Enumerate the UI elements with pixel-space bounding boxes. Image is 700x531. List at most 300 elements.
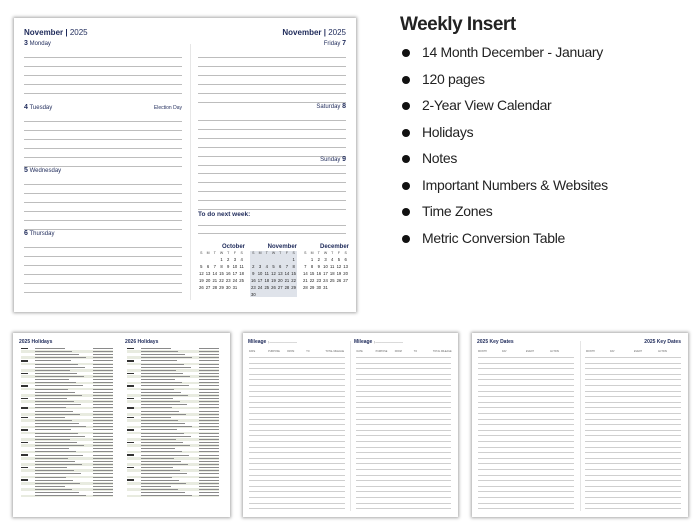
weekday-label: S [344,251,347,255]
calendar-day: 31 [232,285,238,290]
day-name: Wednesday [29,168,62,174]
calendar-day: 29 [291,285,296,290]
column-header: DATE [356,350,363,353]
holiday-note: Election Day [153,105,182,111]
day-number: 7 [342,40,346,47]
ruled-line [249,368,345,369]
day-number: 9 [342,156,346,163]
calendar-day: 7 [213,264,216,269]
calendar-day: 28 [284,285,290,290]
calendar-day: 2 [317,257,320,262]
feature-item: Metric Conversion Table [400,230,690,257]
column-header: TOTAL MILEAGE [325,350,345,353]
ruled-line [585,379,681,380]
calendar-day: 12 [336,264,342,269]
calendar-day: 10 [257,271,263,276]
calendar-day: 21 [303,278,308,283]
calendar-day: 23 [225,278,231,283]
day-number: 6 [24,230,28,237]
column-header: DAY [610,350,615,353]
holidays-right-title: 2026 Holidays [125,339,159,345]
holidays-list-2025 [21,347,113,498]
calendar-day [336,285,343,290]
ruled-line [585,486,681,487]
calendar-day: 9 [227,264,230,269]
keydates-right-title: 2025 Key Dates [644,339,681,345]
calendar-day: 30 [225,285,231,290]
calendar-day: 19 [271,278,276,283]
calendar-day: 22 [219,278,224,283]
ruled-line [249,491,345,492]
calendar-day: 15 [309,271,315,276]
ruled-line [356,396,452,397]
calendar-day: 15 [219,271,224,276]
ruled-line [356,419,452,420]
ruled-line [249,413,345,414]
weekday-label: F [337,251,340,255]
calendar-day: 16 [225,271,231,276]
calendar-day [198,257,205,262]
ruled-line [585,441,681,442]
calendar-day: 21 [212,278,218,283]
ruled-line [249,424,345,425]
weekday-label: W [219,251,224,255]
feature-item: Notes [400,150,690,177]
calendar-day: 26 [271,285,276,290]
ruled-line [585,430,681,431]
mileage-right-title: Mileage | ───────────── [354,339,403,345]
ruled-line [585,447,681,448]
ruled-line [356,441,452,442]
calendar-day: 10 [323,264,328,269]
bullet-icon [402,49,410,57]
ruled-line [585,497,681,498]
ruled-line [249,486,345,487]
calendar-day: 5 [200,264,203,269]
ruled-line [478,374,574,375]
ruled-line [356,374,452,375]
weekday-label: T [279,251,282,255]
ruled-line [478,391,574,392]
ruled-line [249,458,345,459]
calendar-day [284,257,291,262]
calendar-day: 6 [344,257,347,262]
ruled-line [356,385,452,386]
ruled-line [249,508,345,509]
weekday-label: M [310,251,314,255]
ruled-line [356,486,452,487]
feature-item: Time Zones [400,203,690,230]
calendar-day: 14 [284,271,290,276]
mileage-left-title: Mileage | ───────────── [248,339,297,345]
calendar-day: 4 [331,257,334,262]
ruled-line [585,491,681,492]
bullet-icon [402,76,410,84]
bullet-icon [402,208,410,216]
calendar-day: 18 [264,278,270,283]
ruled-line [249,447,345,448]
header-right-year: 2025 [328,28,346,37]
column-header: FROM [394,350,402,353]
day-number: 3 [24,40,28,47]
ruled-line [249,475,345,476]
ruled-line [249,435,345,436]
ruled-line [249,469,345,470]
calendar-day: 17 [232,271,238,276]
calendar-day: 18 [239,271,244,276]
bullet-icon [402,235,410,243]
bullet-icon [402,129,410,137]
ruled-line [585,480,681,481]
ruled-line [356,452,452,453]
calendar-day: 9 [317,264,320,269]
ruled-line [249,391,345,392]
ruled-line [478,419,574,420]
ruled-line [356,508,452,509]
weekday-label: T [317,251,320,255]
day-name: Friday [323,41,341,47]
calendar-day: 18 [329,271,335,276]
day-name: Monday [29,41,51,47]
ruled-line [585,402,681,403]
calendar-day: 8 [292,264,295,269]
feature-item: 2-Year View Calendar [400,97,690,124]
ruled-line [356,435,452,436]
calendar-day: 1 [310,257,314,262]
column-header: TOTAL MILEAGE [432,350,452,353]
day-wednesday [24,167,182,230]
ruled-line [249,396,345,397]
calendar-day: 3 [258,264,262,269]
ruled-line [356,475,452,476]
ruled-line [356,491,452,492]
column-header: PURPOSE [268,350,280,353]
weekday-label: M [258,251,262,255]
holidays-left-title: 2025 Holidays [19,339,53,345]
feature-item: Important Numbers & Websites [400,177,690,204]
calendar-day: 1 [220,257,223,262]
ruled-line [356,402,452,403]
calendar-day: 24 [232,278,238,283]
keydates-thumbnail [472,333,688,517]
ruled-line [249,374,345,375]
todo-section [198,211,346,234]
day-number: 8 [342,103,346,110]
ruled-line [249,402,345,403]
mini-calendar-month: October [221,244,245,250]
ruled-line [478,407,574,408]
ruled-line [356,391,452,392]
column-header: DAY [502,350,507,353]
ruled-line [249,480,345,481]
calendar-day [263,292,270,297]
ruled-line [249,503,345,504]
ruled-line [478,458,574,459]
ruled-line [478,486,574,487]
calendar-day: 14 [303,271,308,276]
calendar-day [270,257,277,262]
ruled-line [585,463,681,464]
calendar-day: 8 [310,264,314,269]
column-header: ACTION [550,350,560,353]
mileage-divider [350,341,351,511]
ruled-line [249,452,345,453]
holiday-row [21,495,113,498]
calendar-day: 25 [239,278,244,283]
ruled-line [356,424,452,425]
weekday-label: T [213,251,216,255]
day-number: 5 [24,167,28,174]
ruled-line [356,407,452,408]
feature-item: 120 pages [400,71,690,98]
ruled-line [585,357,681,358]
bullet-icon [402,155,410,163]
calendar-day: 17 [257,278,263,283]
calendar-day: 8 [220,264,223,269]
calendar-day: 27 [343,278,348,283]
day-thursday [24,230,182,293]
calendar-day: 21 [284,278,290,283]
column-header: DATE [249,350,256,353]
ruled-line [356,368,452,369]
ruled-line [249,407,345,408]
day-friday [198,40,346,103]
ruled-line [478,402,574,403]
ruled-line [356,480,452,481]
column-header: EVENT [526,350,534,353]
ruled-line [585,458,681,459]
day-name: Saturday [316,104,341,110]
calendar-day: 13 [343,264,348,269]
calendar-day [284,292,291,297]
calendar-day: 24 [323,278,328,283]
ruled-line [478,385,574,386]
calendar-day: 2 [252,264,255,269]
calendar-day [270,292,277,297]
header-left-year: 2025 [69,28,88,37]
ruled-line [356,413,452,414]
ruled-line [585,368,681,369]
calendar-day: 7 [285,264,289,269]
calendar-day: 5 [272,264,275,269]
ruled-line [356,497,452,498]
weekly-planner-page [14,18,356,312]
ruled-line [478,441,574,442]
ruled-line [478,447,574,448]
features-title: Weekly Insert [400,14,516,35]
ruled-line [478,368,574,369]
ruled-line [478,508,574,509]
mini-calendar-november [250,244,297,297]
calendar-day: 26 [336,278,342,283]
day-tuesday [24,104,182,167]
calendar-day: 13 [205,271,211,276]
ruled-line [249,385,345,386]
bullet-icon [402,102,410,110]
weekday-label: S [252,251,255,255]
ruled-line [585,391,681,392]
calendar-day: 29 [219,285,224,290]
ruled-line [585,503,681,504]
weekday-label: T [265,251,268,255]
ruled-line [478,463,574,464]
column-header: ACTION [658,350,668,353]
calendar-day: 28 [212,285,218,290]
calendar-day: 22 [291,278,296,283]
ruled-line [585,435,681,436]
calendar-day: 11 [330,264,335,269]
calendar-day [211,257,218,262]
calendar-day: 4 [265,264,268,269]
weekday-label: S [240,251,243,255]
ruled-line [585,469,681,470]
calendar-day [277,257,284,262]
ruled-line [249,363,345,364]
calendar-day: 19 [336,271,342,276]
ruled-line [585,413,681,414]
header-left: November | 2025 [24,28,88,37]
calendar-day: 24 [257,285,263,290]
weekday-label: S [304,251,307,255]
center-divider [190,44,191,300]
ruled-line [356,503,452,504]
calendar-day: 3 [233,257,237,262]
todo-label: To do next week: [198,211,251,218]
calendar-day: 5 [337,257,341,262]
column-header: TO [413,350,418,353]
weekday-label: S [292,251,295,255]
weekday-label: W [323,251,328,255]
calendar-day: 31 [323,285,328,290]
ruled-line [478,475,574,476]
ruled-line [356,469,452,470]
calendar-day [257,257,264,262]
calendar-day: 23 [316,278,322,283]
calendar-day: 14 [212,271,218,276]
calendar-day: 7 [304,264,307,269]
features-list [400,44,690,256]
column-header: FROM [287,350,295,353]
calendar-day: 4 [240,257,243,262]
calendar-day: 20 [343,271,348,276]
calendar-day [263,257,270,262]
column-header: EVENT [634,350,642,353]
ruled-line [249,497,345,498]
calendar-day: 20 [205,278,211,283]
calendar-day [238,285,245,290]
calendar-day: 13 [277,271,283,276]
column-header: TO [306,350,310,353]
keydates-divider [580,341,581,511]
calendar-day: 26 [199,285,204,290]
calendar-day: 17 [323,271,328,276]
holidays-list-2026 [127,347,219,498]
calendar-day: 6 [206,264,210,269]
calendar-day: 6 [279,264,282,269]
calendar-day: 3 [324,257,327,262]
ruled-line [356,363,452,364]
ruled-line [585,508,681,509]
bullet-icon [402,182,410,190]
ruled-line [356,458,452,459]
calendar-day: 16 [251,278,256,283]
calendar-day [302,257,309,262]
ruled-line [585,424,681,425]
calendar-day: 12 [271,271,276,276]
ruled-line [249,357,345,358]
mileage-thumbnail [243,333,458,517]
ruled-line [585,374,681,375]
ruled-line [249,430,345,431]
calendar-day: 29 [309,285,315,290]
weekday-label: W [271,251,276,255]
ruled-line [478,379,574,380]
calendar-day: 23 [251,285,256,290]
calendar-day: 15 [291,271,296,276]
calendar-day [205,257,212,262]
mini-calendar-december [302,244,349,290]
ruled-line [478,424,574,425]
calendar-day: 11 [264,271,269,276]
header-right: November | 2025 [282,28,346,37]
day-monday [24,40,182,94]
header-right-month: November [282,28,322,37]
ruled-line [478,503,574,504]
ruled-line [478,430,574,431]
day-sunday [198,156,346,210]
calendar-day [342,285,349,290]
ruled-line [249,379,345,380]
ruled-line [478,396,574,397]
ruled-line [356,357,452,358]
ruled-line [478,480,574,481]
calendar-day: 20 [277,278,283,283]
calendar-day [277,292,284,297]
feature-item: 14 Month December - January [400,44,690,71]
ruled-line [356,447,452,448]
calendar-day [290,292,297,297]
ruled-line [478,497,574,498]
ruled-line [249,441,345,442]
ruled-line [585,475,681,476]
ruled-line [478,363,574,364]
day-name: Thursday [29,231,55,237]
calendar-day: 12 [199,271,204,276]
calendar-day [250,257,257,262]
calendar-day: 19 [199,278,204,283]
ruled-line [249,419,345,420]
ruled-line [356,463,452,464]
calendar-day: 30 [251,292,256,297]
ruled-line [478,452,574,453]
keydates-left-title: 2025 Key Dates [477,339,514,345]
ruled-line [478,469,574,470]
calendar-day: 30 [316,285,322,290]
weekday-label: F [285,251,288,255]
mini-calendar-october [198,244,245,290]
calendar-day: 28 [303,285,308,290]
weekday-label: T [227,251,230,255]
ruled-line [585,419,681,420]
calendar-day: 22 [309,278,315,283]
weekday-label: T [331,251,334,255]
ruled-line [249,463,345,464]
column-header: PURPOSE [375,350,388,353]
calendar-day: 10 [232,264,238,269]
ruled-line [585,407,681,408]
features-panel [400,14,690,256]
day-number: 4 [24,104,28,111]
